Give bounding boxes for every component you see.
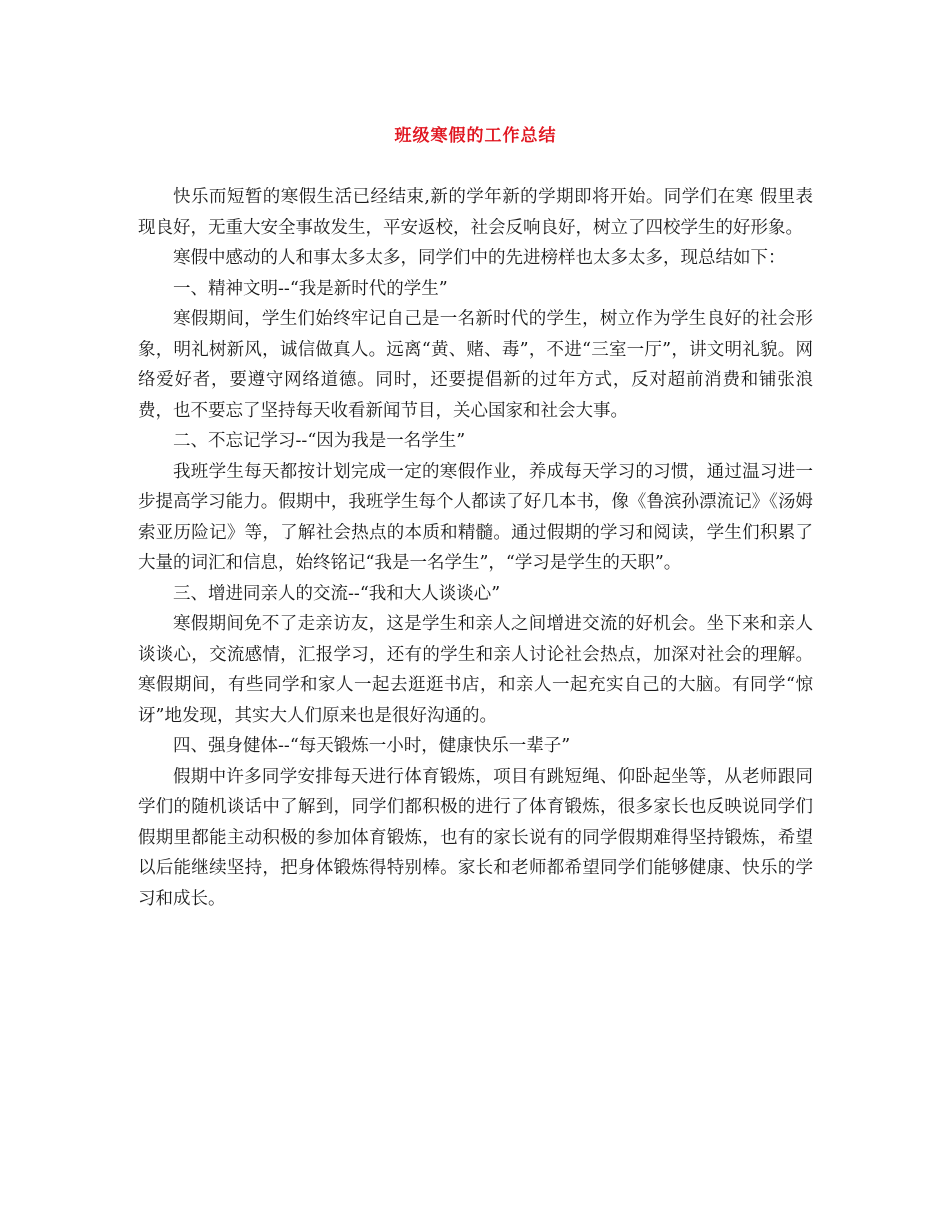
section-heading-3: 三、增进同亲人的交流--“我和大人谈谈心” xyxy=(173,583,501,604)
section-heading-4: 四、强身健体--“每天锻炼一小时，健康快乐一辈子” xyxy=(173,736,571,756)
document-page xyxy=(138,120,813,914)
paragraph-summary-lead: 寒假中感动的人和事太多太多，同学们中的先进榜样也太多太多，现总结如下： xyxy=(173,248,786,268)
section-body-2: 我班学生每天都按计划完成一定的寒假作业，养成每天学习的习惯，通过温习进一步提高学习能力。假期中，我班学生每个人都读了好几本书，像《鲁滨孙漂流记》《汤姆索亚历险记》等，了解社会热点的本质和精髓。通过假期的学习和阅读，学生们积累了大量的词汇和信息，始终铭记“我是一名学生”，“学习是学生的天职”。 xyxy=(138,461,813,573)
section-body-3: 寒假期间免不了走亲访友，这是学生和亲人之间增进交流的好机会。坐下来和亲人谈谈心，交流感情，汇报学习，还有的学生和亲人讨论社会热点，加深对社会的理解。寒假期间，有些同学和家人一起去逛逛书店，和亲人一起充实自己的大脑。有同学“惊讶”地发现，其实大人们原来也是很好沟通的。 xyxy=(138,614,813,726)
section-body-4: 假期中许多同学安排每天进行体育锻炼，项目有跳短绳、仰卧起坐等，从老师跟同学们的随机谈话中了解到，同学们都积极的进行了体育锻炼，很多家长也反映说同学们假期里都能主动积极的参加体育锻炼，也有的家长说有的同学假期难得坚持锻炼，希望以后能继续坚持，把身体锻炼得特别棒。家长和老师都希望同学们能够健康、快乐的学习和成长。 xyxy=(138,766,813,909)
paragraph-intro: 快乐而短暂的寒假生活已经结束,新的学年新的学期即将开始。同学们在寒 假里表现良好，无重大安全事故发生，平安返校，社会反响良好，树立了四校学生的好形象。 xyxy=(138,187,813,238)
section-heading-1: 一、精神文明--“我是新时代的学生” xyxy=(173,278,448,299)
document-title: 班级寒假的工作总结 xyxy=(394,126,557,146)
section-body-1: 寒假期间，学生们始终牢记自己是一名新时代的学生，树立作为学生良好的社会形象，明礼树新风，诚信做真人。远离“黄、赌、毒”，不进“三室一厅”，讲文明礼貌。网络爱好者，要遵守网络道德。同时，还要提倡新的过年方式，反对超前消费和铺张浪费，也不要忘了坚持每天收看新闻节目，关心国家和社会大事。 xyxy=(138,309,813,421)
section-heading-2: 二、不忘记学习--“因为我是一名学生” xyxy=(173,431,466,451)
